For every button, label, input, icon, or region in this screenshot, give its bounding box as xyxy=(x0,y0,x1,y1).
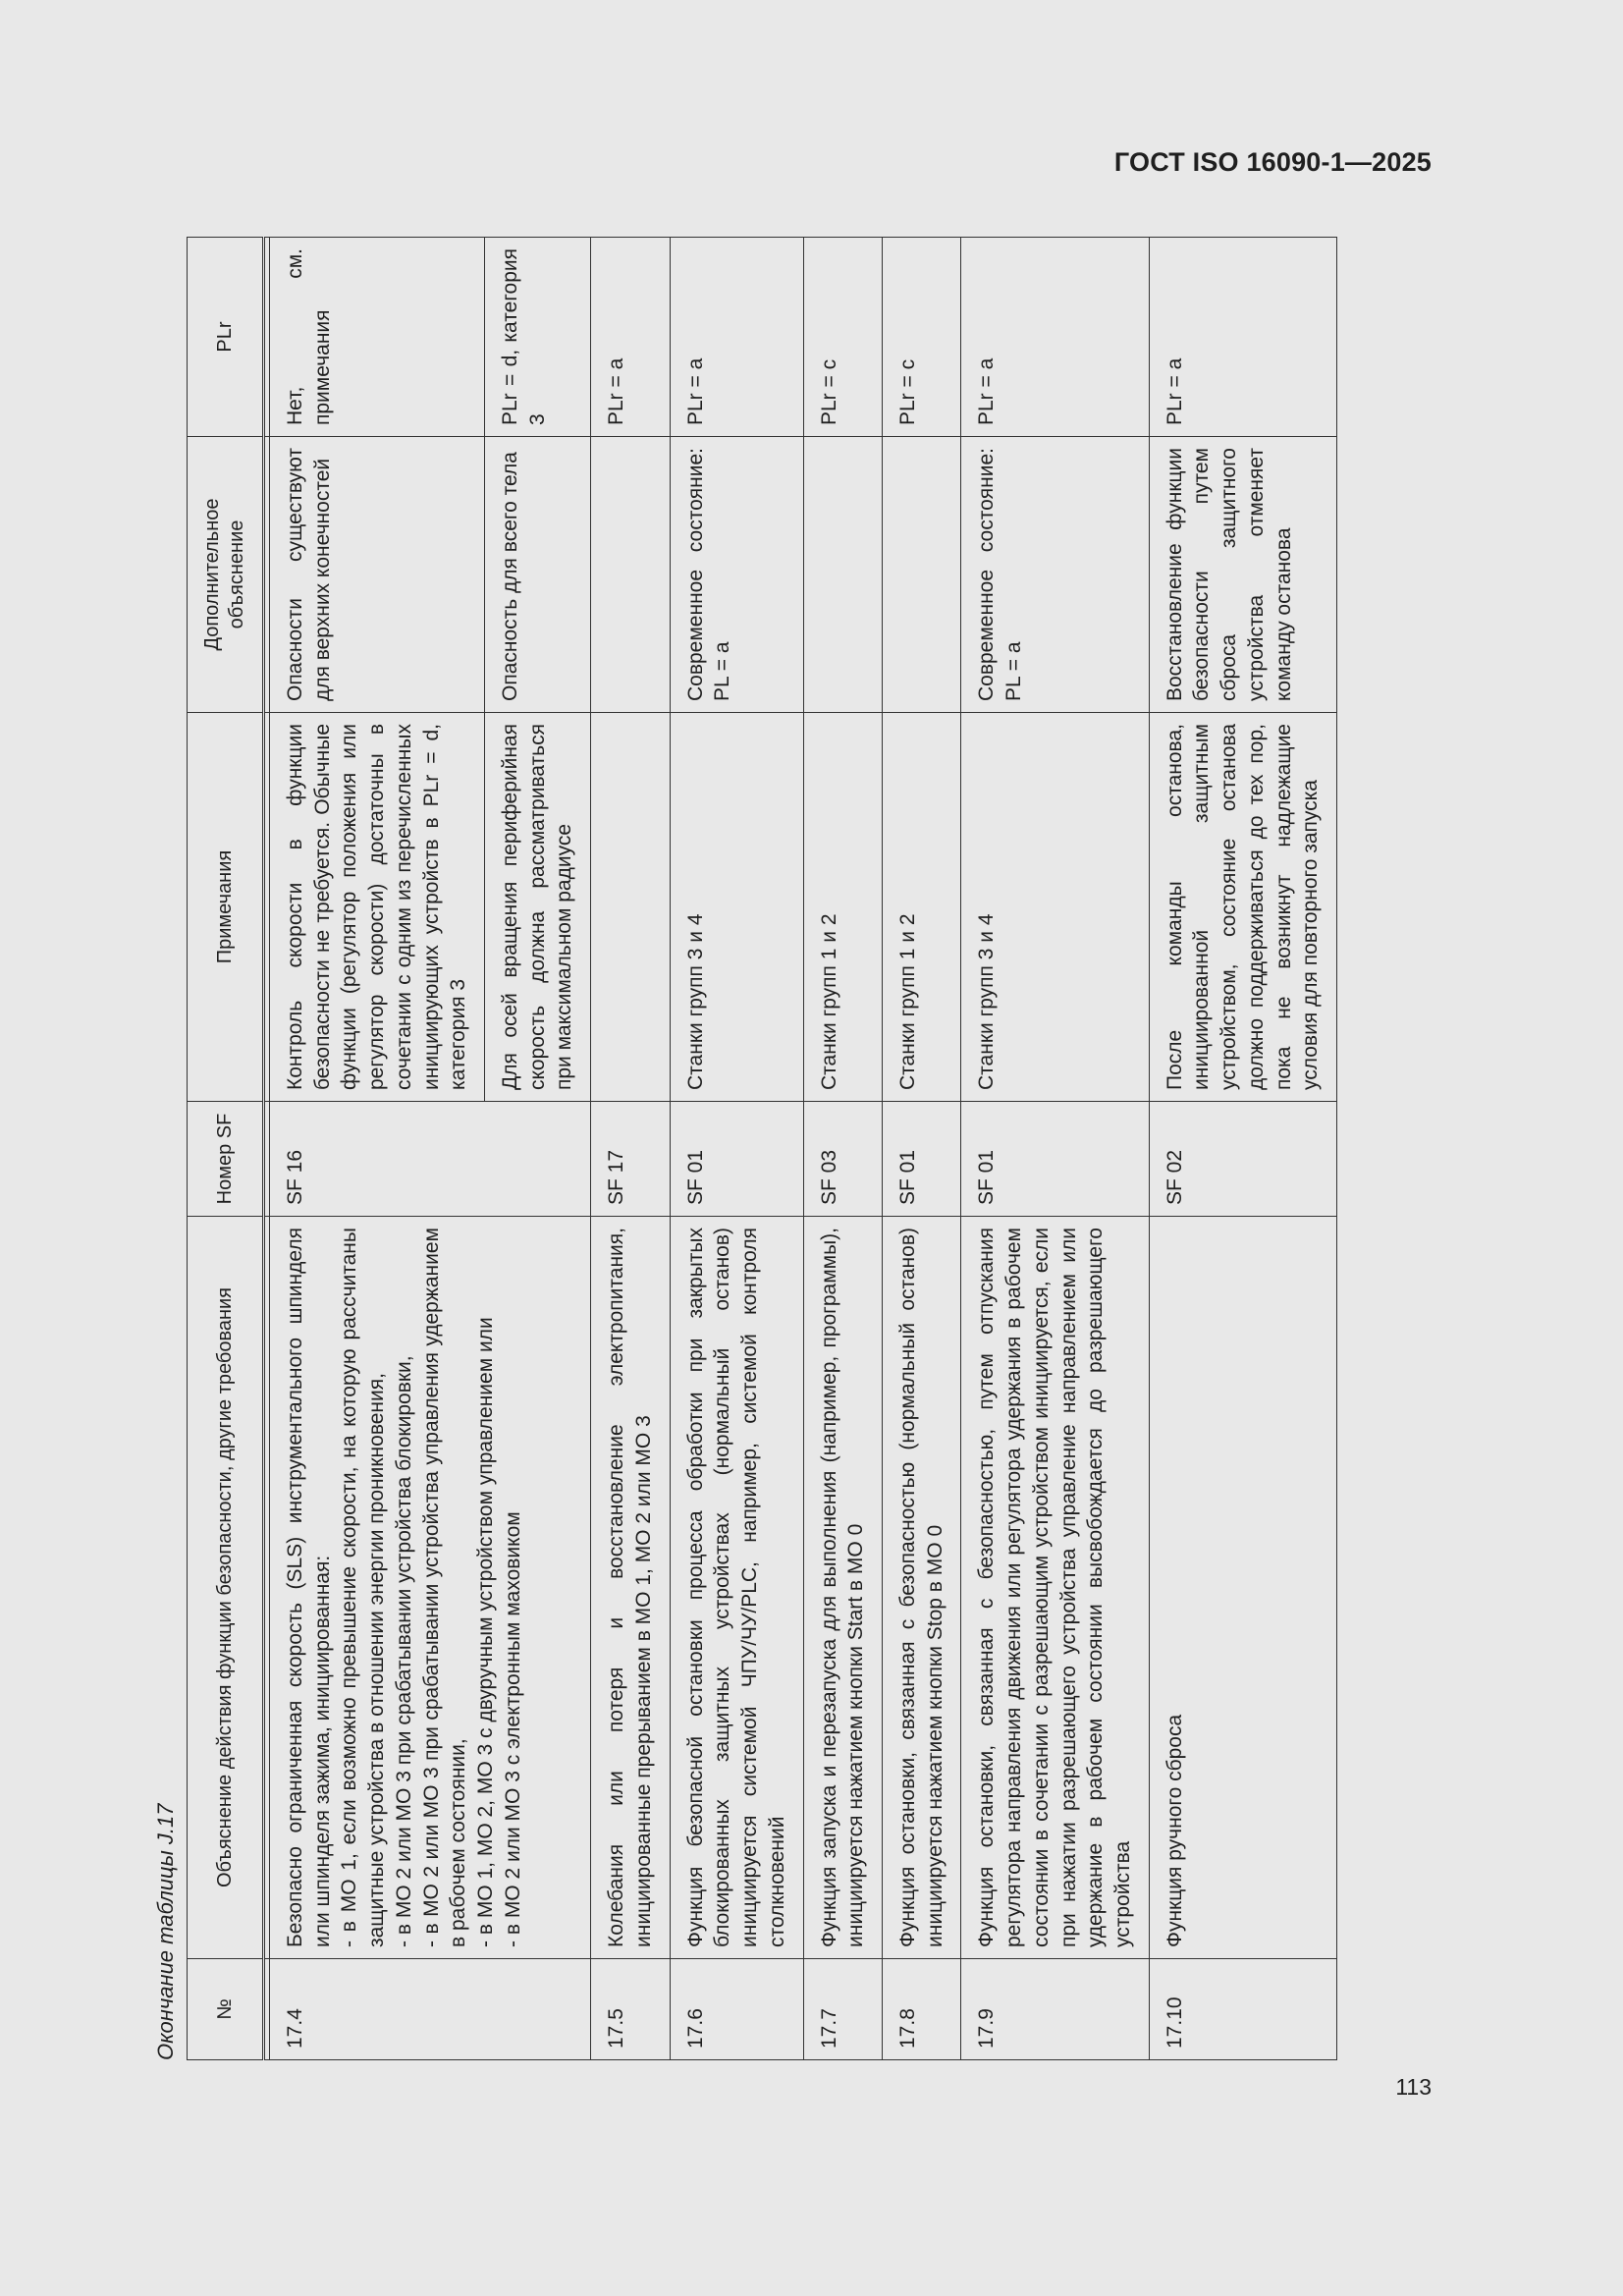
row-plr: PLr = c xyxy=(882,238,960,437)
row-notes: Станки групп 3 и 4 xyxy=(961,713,1149,1102)
row-sf: SF 02 xyxy=(1149,1102,1336,1217)
row-extra xyxy=(882,437,960,713)
col-header-plr: PLr xyxy=(188,238,264,437)
table-header-row xyxy=(188,238,264,2060)
row-extra: Современное состояние: PL = a xyxy=(670,437,803,713)
row-explanation: Функция безопасной остановки процесса обработки при закрытых блокированных защитных устройствах (нормальный останов) инициируется системой ЧПУ/ЧУ/PLC, например, системой контроля столкновений xyxy=(670,1217,803,1959)
row-sf: SF 01 xyxy=(670,1102,803,1217)
row-explanation: Функция запуска и перезапуска для выполнения (например, программы), инициируется нажатием кнопки Start в МО 0 xyxy=(803,1217,882,1959)
row-sf: SF 01 xyxy=(882,1102,960,1217)
document-header: ГОСТ ISO 16090-1—2025 xyxy=(1113,147,1432,177)
row-num: 17.5 xyxy=(591,1959,670,2060)
explanation-line: - в МО 2 или МО 3 с электронным маховиком xyxy=(501,1511,524,1947)
row-num: 17.7 xyxy=(803,1959,882,2060)
row-plr: PLr = a xyxy=(1149,238,1336,437)
row-extra: Опасность для всего тела xyxy=(485,437,591,713)
row-notes: Станки групп 1 и 2 xyxy=(803,713,882,1102)
row-notes: Станки групп 1 и 2 xyxy=(882,713,960,1102)
col-header-notes: Примечания xyxy=(188,713,264,1102)
row-extra xyxy=(803,437,882,713)
col-header-extra: Дополнительное объяснение xyxy=(188,437,264,713)
row-explanation: Колебания или потеря и восстановление электропитания, инициированные прерыванием в МО 1, МО 2 или МО 3 xyxy=(591,1217,670,1959)
table-row xyxy=(803,238,882,2060)
table-row xyxy=(1149,238,1336,2060)
col-header-explanation: Объяснение действия функции безопасности, другие требования xyxy=(188,1217,264,1959)
explanation-line: Безопасно ограниченная скорость (SLS) инструментального шпинделя или шпинделя зажима, инициированная: xyxy=(284,1228,334,1947)
row-num: 17.4 xyxy=(270,1959,591,2060)
row-num: 17.8 xyxy=(882,1959,960,2060)
row-plr: PLr = c xyxy=(803,238,882,437)
row-plr: PLr = a xyxy=(961,238,1149,437)
row-sf: SF 17 xyxy=(591,1102,670,1217)
table-row xyxy=(670,238,803,2060)
row-extra xyxy=(591,437,670,713)
row-explanation xyxy=(270,1217,591,1959)
row-num: 17.10 xyxy=(1149,1959,1336,2060)
row-extra: Восстановление функции безопасности путем сброса защитного устройства отменяет команду останова xyxy=(1149,437,1336,713)
explanation-line: - в МО 2 или МО 3 при срабатывании устройства блокировки, xyxy=(392,1355,415,1947)
table-row xyxy=(270,238,485,2060)
row-explanation: Функция ручного сброса xyxy=(1149,1217,1336,1959)
explanation-line: - в МО 2 или МО 3 при срабатывании устройства управления удержанием в рабочем состоянии, xyxy=(419,1228,470,1947)
row-plr: PLr = d, категория 3 xyxy=(485,238,591,437)
table-caption: Окончание таблицы J.17 xyxy=(153,1803,178,2060)
row-notes: Станки групп 3 и 4 xyxy=(670,713,803,1102)
col-header-sf: Номер SF xyxy=(188,1102,264,1217)
row-notes: Контроль скорости в функции безопасности не требуется. Обычные функции (регулятор положения или регулятор скорости) достаточны в сочетании с одним из перечисленных инициирующих устройств в PLr = d, категория 3 xyxy=(270,713,485,1102)
row-plr: PLr = a xyxy=(670,238,803,437)
table-row xyxy=(591,238,670,2060)
col-header-num: № xyxy=(188,1959,264,2060)
row-plr: PLr = a xyxy=(591,238,670,437)
explanation-line: - в МО 1, МО 2, МО 3 с двуручным устройством управлением или xyxy=(474,1317,498,1947)
row-sf: SF 16 xyxy=(270,1102,591,1217)
row-notes xyxy=(591,713,670,1102)
row-explanation: Функция остановки, связанная с безопасностью (нормальный останов) инициируется нажатием кнопки Stop в МО 0 xyxy=(882,1217,960,1959)
row-num: 17.6 xyxy=(670,1959,803,2060)
row-explanation: Функция остановки, связанная с безопасностью, путем отпускания регулятора направления движения или регулятора удержания в рабочем состоянии в сочетании с разрешающим устройством инициируется, если при нажатии разрешающего устройства управление направлением или удержание в рабочем состоянии высвобождается до разрешающего устройства xyxy=(961,1217,1149,1959)
safety-functions-table xyxy=(187,237,1337,2060)
explanation-line: - в МО 1, если возможно превышение скорости, на которую рассчитаны защитные устройства в отношении энергии проникновения, xyxy=(338,1228,389,1947)
row-notes: Для осей вращения периферийная скорость должна рассматриваться при максимальном радиусе xyxy=(485,713,591,1102)
row-extra: Современное состояние: PL = a xyxy=(961,437,1149,713)
row-sf: SF 03 xyxy=(803,1102,882,1217)
rotated-table-block xyxy=(145,216,1415,2060)
row-plr: Нет, см. примечания xyxy=(270,238,485,437)
row-num: 17.9 xyxy=(961,1959,1149,2060)
row-notes: После команды останова, инициированной защитным устройством, состояние останова должно поддерживаться до тех пор, пока не возникнут надлежащие условия для повторного запуска xyxy=(1149,713,1336,1102)
table-row xyxy=(882,238,960,2060)
page-number: 113 xyxy=(1395,2074,1432,2100)
row-sf: SF 01 xyxy=(961,1102,1149,1217)
row-extra: Опасности существуют для верхних конечностей xyxy=(270,437,485,713)
table-row xyxy=(961,238,1149,2060)
